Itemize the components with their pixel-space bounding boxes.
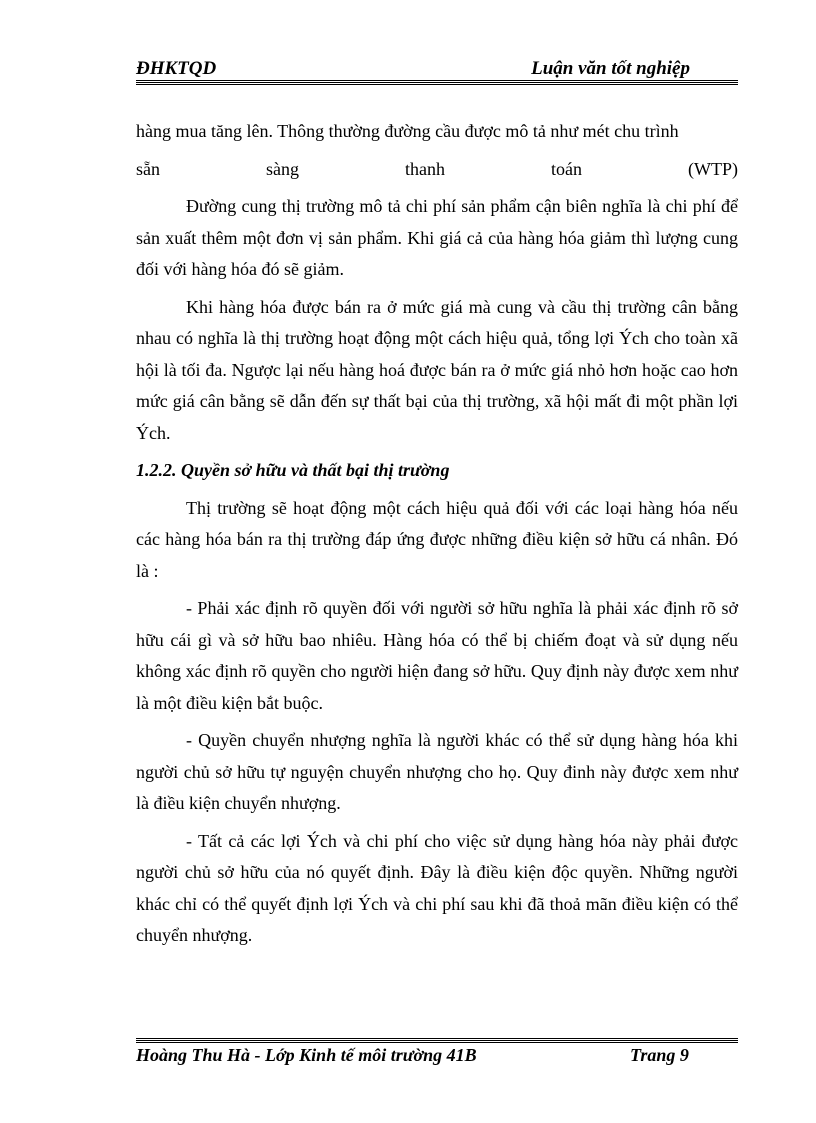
paragraph-4: Thị trường sẽ hoạt động một cách hiệu quả đối với các loại hàng hóa nếu các hàng hóa bán ra thị trường đáp ứng được những điều kiện sở hữu cá nhân. Đó là : bbox=[136, 497, 738, 581]
paragraph-1-line-2: sẵn sàng thanh toán (WTP) bbox=[136, 158, 738, 179]
footer-author: Hoàng Thu Hà - Lớp Kinh tế môi trường 41B bbox=[136, 1045, 477, 1065]
page-header bbox=[136, 56, 738, 82]
paragraph-2: Đường cung thị trường mô tả chi phí sản phẩm cận biên nghĩa là chi phí để sản xuất thêm một đơn vị sản phẩm. Khi giá cả của hàng hóa giảm thì lượng cung đối với hàng hóa đó sẽ giảm. bbox=[136, 196, 738, 279]
paragraph-3: Khi hàng hóa được bán ra ở mức giá mà cung và cầu thị trường cân bằng nhau có nghĩa là thị trường hoạt động một cách hiệu quả, tổng lợi Ých cho toàn xã hội là tối đa. Ngược lại nếu hàng hoá được bán ra ở mức giá nhỏ hơn hoặc cao hơn mức giá cân bằng sẽ dẫn đến sự thất bại của thị trường, xã hội mất đi một phần lợi Ých. bbox=[136, 296, 738, 443]
page-number: Trang 9 bbox=[630, 1045, 689, 1065]
paragraph-5: - Phải xác định rõ quyền đối với người sở hữu nghĩa là phải xác định rõ sở hữu cái gì và sở hữu bao nhiêu. Hàng hóa có thể bị chiếm đoạt và sử dụng nếu không xác định rõ quyền cho người hiện đang sở hữu. Quy định này được xem như là một điều kiện bắt buộc. bbox=[136, 598, 738, 713]
paragraph-7: - Tất cả các lợi Ých và chi phí cho việc sử dụng hàng hóa này phải được người chủ sở hữu của nó quyết định. Đây là điều kiện độc quyền. Những người khác chỉ có thể quyết định lợi Ých và chi phí sau khi đã thoả mãn điều kiện có thể chuyển nhượng. bbox=[136, 830, 738, 945]
footer-divider bbox=[136, 1038, 738, 1043]
page-body bbox=[136, 116, 738, 958]
section-heading: 1.2.2. Quyền sở hữu và thất bại thị trường bbox=[136, 460, 450, 480]
header-institution: ĐHKTQD bbox=[136, 58, 217, 79]
paragraph-1-line-1: hàng mua tăng lên. Thông thường đường cầu được mô tả như mét chu trình bbox=[136, 121, 679, 141]
header-document-type: Luận văn tốt nghiệp bbox=[531, 58, 690, 79]
paragraph-6: - Quyền chuyển nhượng nghĩa là người khác có thể sử dụng hàng hóa khi người chủ sở hữu tự nguyện chuyển nhượng cho họ. Quy đinh này được xem như là điều kiện chuyển nhượng. bbox=[136, 730, 738, 813]
header-divider bbox=[136, 80, 738, 85]
